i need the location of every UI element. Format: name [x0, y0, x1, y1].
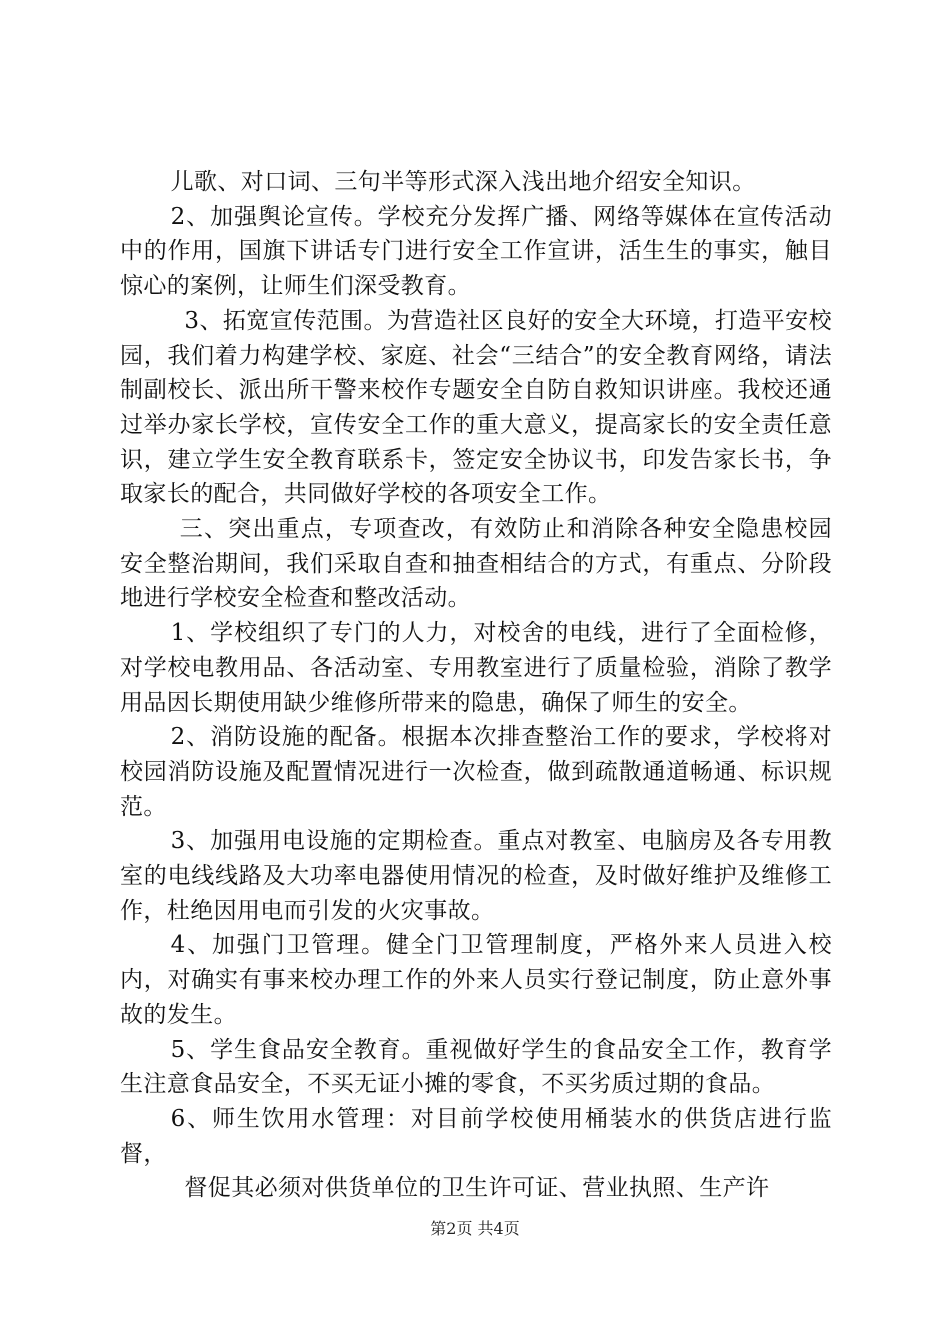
paragraph: 5、学生食品安全教育。重视做好学生的食品安全工作，教育学生注意食品安全，不买无证小摊的零食，不买劣质过期的食品。	[120, 1036, 832, 1098]
page-number-footer: 第2页 共4页	[430, 1219, 520, 1238]
document-body	[120, 165, 832, 1206]
section-heading-paragraph: 三、突出重点，专项查改，有效防止和消除各种安全隐患校园安全整治期间，我们采取自查和抽查相结合的方式，有重点、分阶段地进行学校安全检查和整改活动。	[120, 516, 832, 612]
paragraph: 3、拓宽宣传范围。为营造社区良好的安全大环境，打造平安校园，我们着力构建学校、家庭、社会“三结合”的安全教育网络，请法制副校长、派出所干警来校作专题安全自防自救知识讲座。我校还通过举办家长学校，宣传安全工作的重大意义，提高家长的安全责任意识，建立学生安全教育联系卡，签定安全协议书，印发告家长书，争取家长的配合，共同做好学校的各项安全工作。	[120, 307, 832, 508]
paragraph: 督促其必须对供货单位的卫生许可证、营业执照、生产许	[184, 1175, 770, 1202]
paragraph: 2、加强舆论宣传。学校充分发挥广播、网络等媒体在宣传活动中的作用，国旗下讲话专门进行安全工作宣讲，活生生的事实，触目惊心的案例，让师生们深受教育。	[120, 203, 832, 300]
paragraph: 1、学校组织了专门的人力，对校舍的电线，进行了全面检修，对学校电教用品、各活动室、专用教室进行了质量检验，消除了教学用品因长期使用缺少维修所带来的隐患，确保了师生的安全。	[120, 620, 832, 716]
paragraph: 2、消防设施的配备。根据本次排查整治工作的要求，学校将对校园消防设施及配置情况进行一次检查，做到疏散通道畅通、标识规范。	[120, 724, 832, 820]
paragraph: 6、师生饮用水管理：对目前学校使用桶装水的供货店进行监督，	[120, 1105, 832, 1167]
paragraph: 3、加强用电设施的定期检查。重点对教室、电脑房及各专用教室的电线线路及大功率电器使用情况的检查，及时做好维护及维修工作，杜绝因用电而引发的火灾事故。	[120, 828, 832, 924]
paragraph: 4、加强门卫管理。健全门卫管理制度，严格外来人员进入校内，对确实有事来校办理工作的外来人员实行登记制度，防止意外事故的发生。	[120, 932, 832, 1028]
paragraph: 儿歌、对口词、三句半等形式深入浅出地介绍安全知识。	[170, 169, 756, 195]
